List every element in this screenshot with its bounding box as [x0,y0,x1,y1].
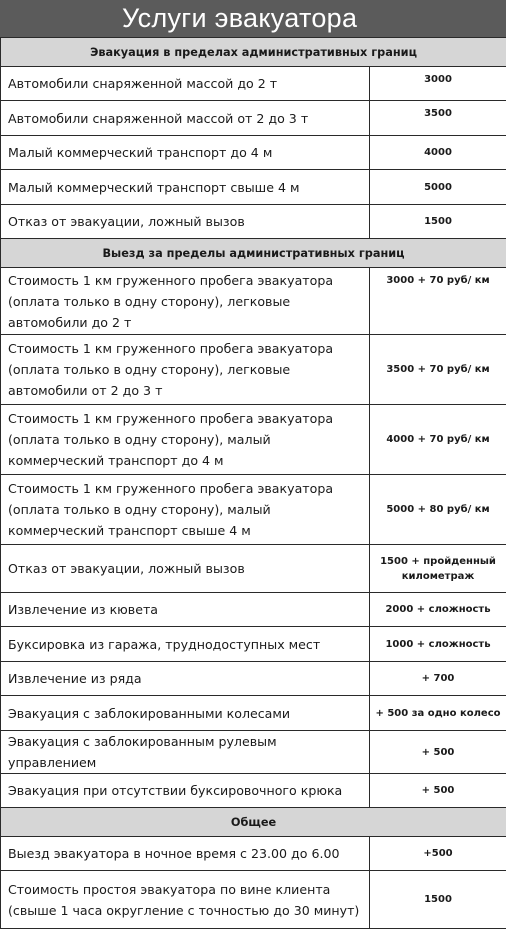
page-title: Услуги эвакуатора [0,0,506,37]
service-price: + 500 за одно колесо [370,696,506,731]
service-description: Эвакуация при отсутствии буксировочного крюка [1,774,370,808]
service-price: 1500 + пройденный километраж [370,545,506,593]
service-price: 5000 [370,170,506,205]
service-price: 1500 [370,871,506,929]
service-price: + 500 [370,774,506,808]
service-description: Извлечение из кювета [1,593,370,627]
section-header-row [1,808,506,837]
service-description: Буксировка из гаража, труднодоступных мест [1,627,370,662]
service-description: Выезд эвакуатора в ночное время с 23.00 до 6.00 [1,837,370,871]
service-description: Стоимость 1 км груженного пробега эвакуатора (оплата только в одну сторону), легковые автомобили от 2 до 3 т [1,335,370,405]
table-row [1,545,506,593]
table-row [1,101,506,136]
table-row [1,405,506,475]
table-row [1,731,506,774]
table-row [1,136,506,170]
service-description: Малый коммерческий транспорт до 4 м [1,136,370,170]
section-heading: Общее [1,808,506,837]
service-price: 3000 + 70 руб/ км [370,268,506,335]
table-row [1,67,506,101]
service-description: Отказ от эвакуации, ложный вызов [1,545,370,593]
table-row [1,475,506,545]
service-price: 3500 + 70 руб/ км [370,335,506,405]
section-header-row [1,239,506,268]
service-price: 2000 + сложность [370,593,506,627]
service-price: 1000 + сложность [370,627,506,662]
table-row [1,205,506,239]
service-price: +500 [370,837,506,871]
service-description: Отказ от эвакуации, ложный вызов [1,205,370,239]
table-row [1,268,506,335]
service-price: 5000 + 80 руб/ км [370,475,506,545]
table-row [1,837,506,871]
service-description: Стоимость 1 км груженного пробега эвакуатора (оплата только в одну сторону), легковые автомобили до 2 т [1,268,370,335]
service-description: Эвакуация с заблокированным рулевым управлением [1,731,370,774]
service-description: Стоимость 1 км груженного пробега эвакуатора (оплата только в одну сторону), малый коммерческий транспорт свыше 4 м [1,475,370,545]
table-row [1,662,506,696]
service-description: Малый коммерческий транспорт свыше 4 м [1,170,370,205]
table-row [1,627,506,662]
service-price: 4000 + 70 руб/ км [370,405,506,475]
service-description: Стоимость 1 км груженного пробега эвакуатора (оплата только в одну сторону), малый коммерческий транспорт до 4 м [1,405,370,475]
service-price: 4000 [370,136,506,170]
service-price: 3500 [370,101,506,136]
table-row [1,774,506,808]
service-price: + 500 [370,731,506,774]
section-heading: Выезд за пределы административных границ [1,239,506,268]
section-header-row [1,38,506,67]
service-price: + 700 [370,662,506,696]
service-description: Эвакуация с заблокированными колесами [1,696,370,731]
service-price: 1500 [370,205,506,239]
service-description: Автомобили снаряженной массой от 2 до 3 т [1,101,370,136]
service-description: Стоимость простоя эвакуатора по вине клиента (свыше 1 часа округление с точностью до 30 минут) [1,871,370,929]
table-row [1,593,506,627]
price-table [0,37,506,929]
service-price: 3000 [370,67,506,101]
service-description: Извлечение из ряда [1,662,370,696]
section-heading: Эвакуация в пределах административных границ [1,38,506,67]
service-description: Автомобили снаряженной массой до 2 т [1,67,370,101]
table-row [1,335,506,405]
table-row [1,170,506,205]
table-row [1,696,506,731]
